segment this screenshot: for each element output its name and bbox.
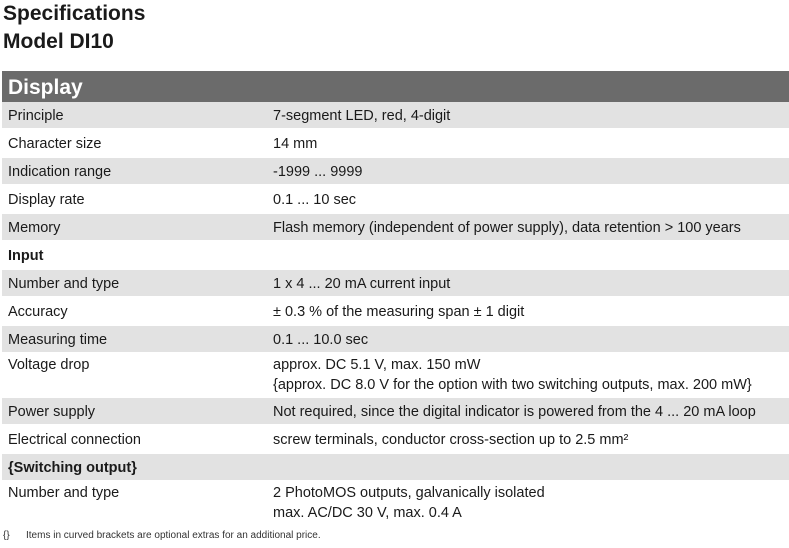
- table-row: [2, 398, 789, 426]
- row-label: Accuracy: [8, 304, 68, 320]
- row-label: Number and type: [8, 276, 120, 292]
- table-row: [2, 130, 789, 158]
- model-title: Model DI10: [3, 30, 114, 53]
- row-value: [273, 355, 752, 395]
- row-label: Number and type: [8, 485, 120, 501]
- section-header-display: Display: [2, 71, 789, 102]
- row-value-line: 2 PhotoMOS outputs, galvanically isolated: [273, 485, 545, 501]
- row-value: Flash memory (independent of power supply), data retention > 100 years: [273, 220, 741, 236]
- row-value: 0.1 ... 10 sec: [273, 192, 357, 208]
- subsection-label: Input: [8, 248, 44, 264]
- row-label: Measuring time: [8, 332, 108, 348]
- subsection-header-switching-output: [2, 454, 789, 482]
- table-row: [2, 298, 789, 326]
- row-value-line: max. AC/DC 30 V, max. 0.4 A: [273, 505, 462, 521]
- table-row: [2, 482, 789, 526]
- table-row: [2, 426, 789, 454]
- row-label: Voltage drop: [8, 357, 90, 373]
- row-label: Character size: [8, 136, 102, 152]
- row-value: ± 0.3 % of the measuring span ± 1 digit: [273, 304, 525, 320]
- row-label: Memory: [8, 220, 61, 236]
- spec-table: [2, 102, 789, 526]
- subsection-label: {Switching output}: [8, 460, 137, 476]
- row-value: -1999 ... 9999: [273, 164, 363, 180]
- row-value: 1 x 4 ... 20 mA current input: [273, 276, 451, 292]
- row-label: Electrical connection: [8, 432, 141, 448]
- row-label: Indication range: [8, 164, 112, 180]
- row-value: Not required, since the digital indicator is powered from the 4 ... 20 mA loop: [273, 404, 756, 420]
- row-value: 7-segment LED, red, 4-digit: [273, 108, 451, 124]
- table-row: [2, 214, 789, 242]
- footnote-text: Items in curved brackets are optional extras for an additional price.: [26, 530, 321, 541]
- subsection-header-input: [2, 242, 789, 270]
- table-row: [2, 326, 789, 354]
- table-row: [2, 186, 789, 214]
- row-label: Power supply: [8, 404, 96, 420]
- table-row: [2, 158, 789, 186]
- row-value: [273, 483, 545, 523]
- row-value-line: approx. DC 5.1 V, max. 150 mW: [273, 357, 481, 373]
- page-title: Specifications: [3, 2, 146, 25]
- row-label: Display rate: [8, 192, 85, 208]
- table-row: [2, 270, 789, 298]
- footnote: [3, 530, 321, 541]
- table-row: [2, 354, 789, 398]
- table-row: [2, 102, 789, 130]
- row-value: 14 mm: [273, 136, 318, 152]
- row-label: Principle: [8, 108, 64, 124]
- footnote-symbol: {}: [3, 530, 10, 541]
- row-value: screw terminals, conductor cross-section up to 2.5 mm²: [273, 432, 629, 448]
- row-value: 0.1 ... 10.0 sec: [273, 332, 369, 348]
- row-value-line: {approx. DC 8.0 V for the option with two switching outputs, max. 200 mW}: [273, 377, 752, 393]
